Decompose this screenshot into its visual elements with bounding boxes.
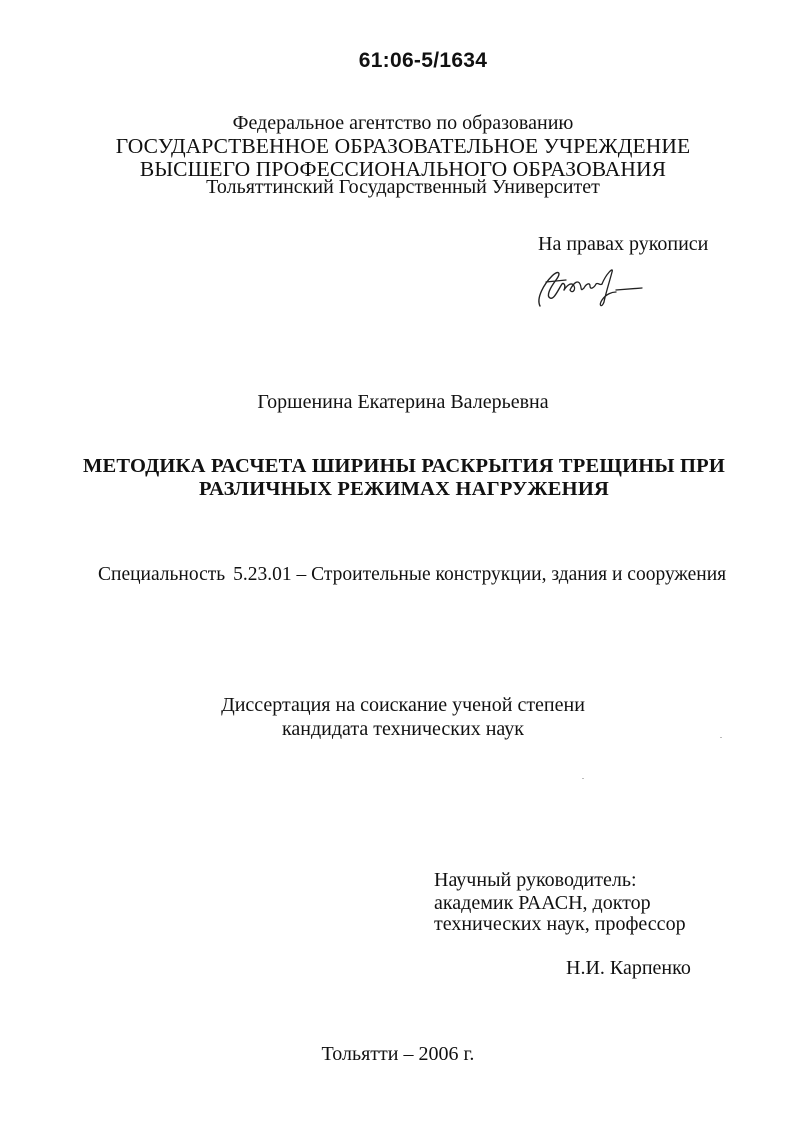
dissertation-title-line-2: РАЗЛИЧНЫХ РЕЖИМАХ НАГРУЖЕНИЯ xyxy=(199,478,609,500)
author-name: Горшенина Екатерина Валерьевна xyxy=(257,391,549,413)
manuscript-rights: На правах рукописи xyxy=(538,233,709,255)
institution-line-2: ВЫСШЕГО ПРОФЕССИОНАЛЬНОГО ОБРАЗОВАНИЯ xyxy=(139,157,667,181)
supervisor-name: Н.И. Карпенко xyxy=(566,957,691,979)
degree-line-2: кандидата технических наук xyxy=(281,718,525,740)
degree-line-1: Диссертация на соискание ученой степени xyxy=(221,694,585,716)
scan-speck xyxy=(720,737,722,738)
supervisor-title-line-1: академик РААСН, доктор xyxy=(434,892,651,914)
catalog-number: 61:06-5/1634 xyxy=(358,49,488,72)
agency-name: Федеральное агентство по образованию xyxy=(232,112,574,134)
handwritten-signature xyxy=(532,262,652,312)
city-year: Тольятти – 2006 г. xyxy=(321,1043,475,1065)
specialty-code-name: 5.23.01 – Строительные конструкции, здания и сооружения xyxy=(233,564,727,585)
university-name: Тольяттинский Государственный Университет xyxy=(206,176,600,198)
scan-speck xyxy=(582,778,584,779)
institution-line-1: ГОСУДАРСТВЕННОЕ ОБРАЗОВАТЕЛЬНОЕ УЧРЕЖДЕНИЕ xyxy=(115,134,691,158)
dissertation-title-line-1: МЕТОДИКА РАСЧЕТА ШИРИНЫ РАСКРЫТИЯ ТРЕЩИНЫ ПРИ xyxy=(82,455,726,477)
supervisor-label: Научный руководитель: xyxy=(434,869,637,891)
specialty-line xyxy=(98,564,726,586)
specialty-label: Специальность xyxy=(98,564,226,585)
supervisor-title-line-2: технических наук, профессор xyxy=(434,913,686,935)
